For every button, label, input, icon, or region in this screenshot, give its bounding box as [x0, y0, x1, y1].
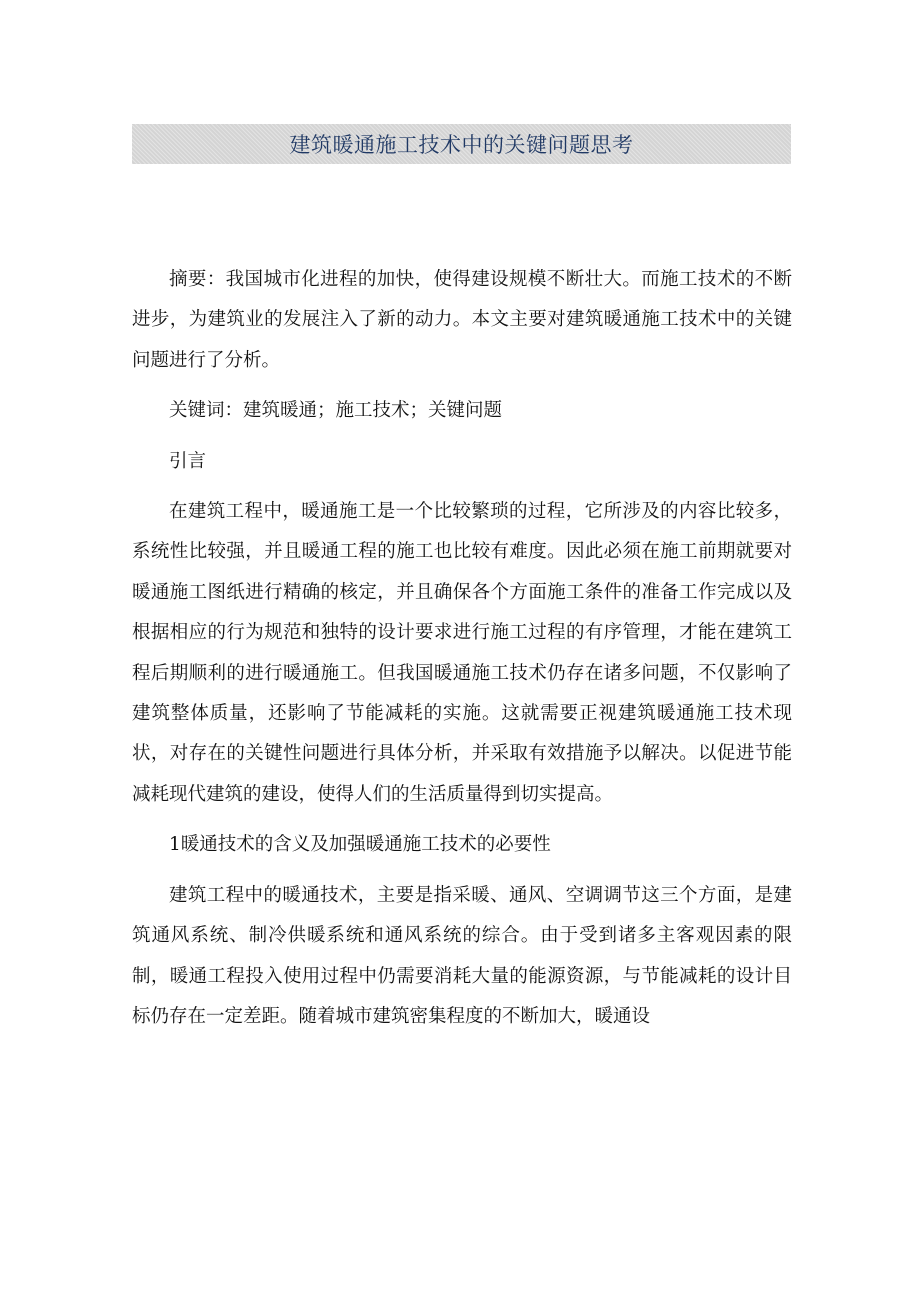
- document-title: 建筑暖通施工技术中的关键问题思考: [289, 133, 634, 157]
- introduction-heading: 引言: [169, 450, 207, 472]
- title-banner: [132, 124, 791, 164]
- keywords-paragraph: 关键词：建筑暖通；施工技术；关键问题: [169, 400, 503, 422]
- section-1-paragraph: 建筑工程中的暖通技术，主要是指采暖、通风、空调调节这三个方面，是建筑通风系统、制冷供暖系统和通风系统的综合。由于受到诸多主客观因素的限制，暖通工程投入使用过程中仍需要消耗大量的能源资源，与节能减耗的设计目标仍存在一定差距。随着城市建筑密集程度的不断加大，暖通设: [132, 884, 792, 1027]
- section-1-heading: 1暖通技术的含义及加强暖通施工技术的必要性: [169, 834, 551, 856]
- introduction-paragraph: 在建筑工程中，暖通施工是一个比较繁琐的过程，它所涉及的内容比较多，系统性比较强，并且暖通工程的施工也比较有难度。因此必须在施工前期就要对暖通施工图纸进行精确的核定，并且确保各个方面施工条件的准备工作完成以及根据相应的行为规范和独特的设计要求进行施工过程的有序管理，才能在建筑工程后期顺利的进行暖通施工。但我国暖通施工技术仍存在诸多问题，不仅影响了建筑整体质量，还影响了节能减耗的实施。这就需要正视建筑暖通施工技术现状，对存在的关键性问题进行具体分析，并采取有效措施予以解决。以促进节能减耗现代建筑的建设，使得人们的生活质量得到切实提高。: [132, 501, 792, 805]
- abstract-paragraph: 摘要：我国城市化进程的加快，使得建设规模不断壮大。而施工技术的不断进步，为建筑业的发展注入了新的动力。本文主要对建筑暖通施工技术中的关键问题进行了分析。: [132, 269, 792, 371]
- document-body: [132, 260, 792, 1047]
